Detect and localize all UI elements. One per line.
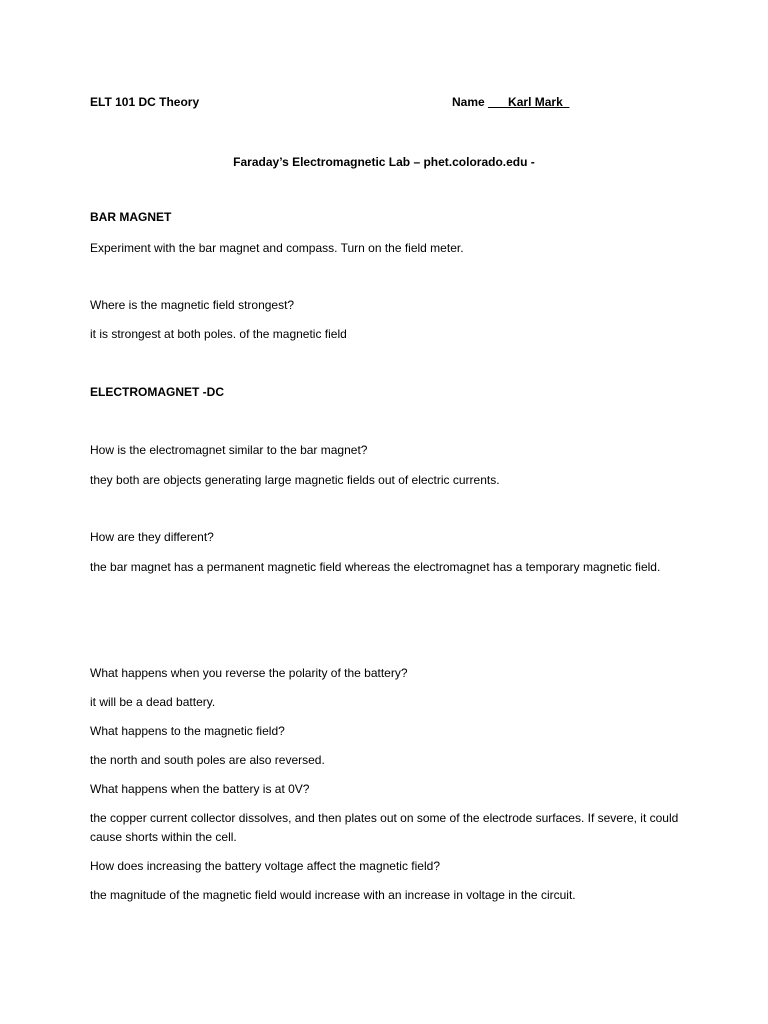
answer-voltage-increase: the magnitude of the magnetic field would increase with an increase in voltage in the circuit. xyxy=(90,888,576,902)
answer-strongest-field: it is strongest at both poles. of the magnetic field xyxy=(90,327,347,341)
lab-title: Faraday’s Electromagnetic Lab – phet.colorado.edu - xyxy=(233,155,535,169)
bar-magnet-heading: BAR MAGNET xyxy=(90,210,172,224)
question-similarity: How is the electromagnet similar to the bar magnet? xyxy=(90,443,368,457)
electromagnet-heading: ELECTROMAGNET -DC xyxy=(90,385,224,399)
name-value: ___Karl Mark_ xyxy=(488,95,570,109)
answer-reverse-polarity: it will be a dead battery. xyxy=(90,695,216,709)
question-reverse-polarity: What happens when you reverse the polarity of the battery? xyxy=(90,666,408,680)
bar-magnet-instruction: Experiment with the bar magnet and compass. Turn on the field meter. xyxy=(90,241,464,255)
answer-difference: the bar magnet has a permanent magnetic field whereas the electromagnet has a temporary magnetic field. xyxy=(90,560,661,574)
question-difference: How are they different? xyxy=(90,530,214,544)
answer-similarity: they both are objects generating large magnetic fields out of electric currents. xyxy=(90,473,500,487)
name-label: Name xyxy=(452,95,485,109)
question-zero-volts: What happens when the battery is at 0V? xyxy=(90,782,310,796)
answer-zero-volts: the copper current collector dissolves, and then plates out on some of the electrode surfaces. If severe, it could cause shorts within the cell. xyxy=(90,811,679,844)
course-title: ELT 101 DC Theory xyxy=(90,95,200,109)
question-strongest-field: Where is the magnetic field strongest? xyxy=(90,298,295,312)
question-magnetic-field-change: What happens to the magnetic field? xyxy=(90,724,285,738)
question-voltage-increase: How does increasing the battery voltage affect the magnetic field? xyxy=(90,859,440,873)
answer-magnetic-field-change: the north and south poles are also reversed. xyxy=(90,753,325,767)
student-name-field xyxy=(452,93,569,111)
